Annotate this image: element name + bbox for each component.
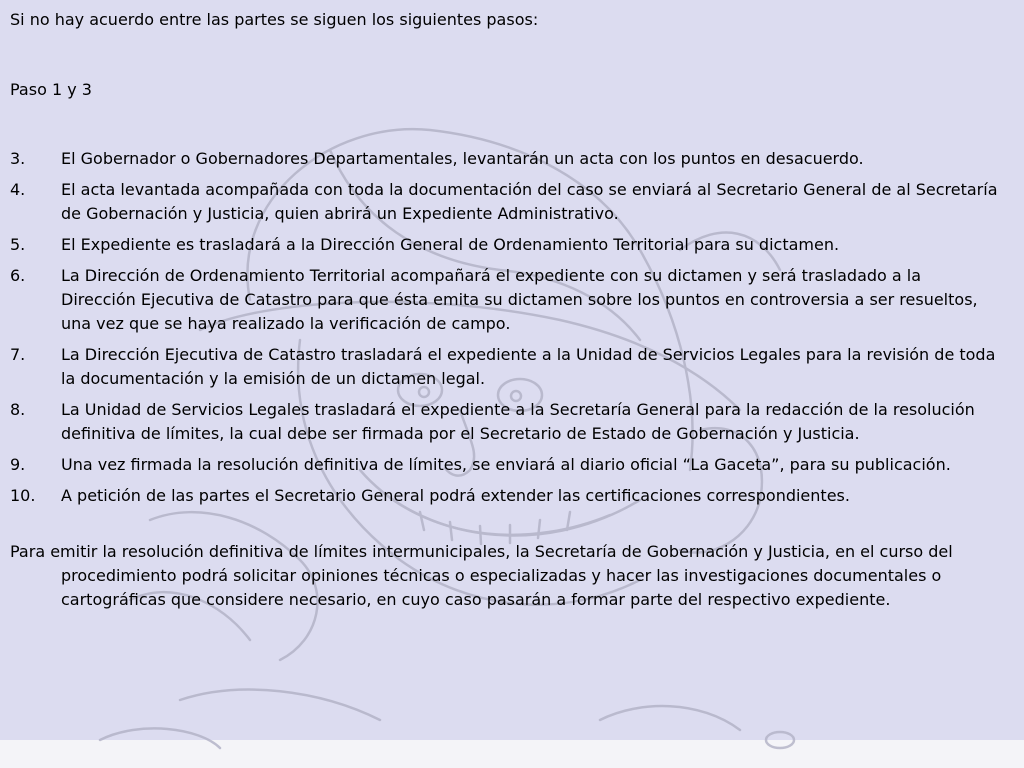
step-text: A petición de las partes el Secretario General podrá extender las certificaciones correspondientes. xyxy=(61,486,850,505)
step-number: 10. xyxy=(10,486,36,505)
steps-list xyxy=(10,147,1014,508)
step-text: El Expediente es trasladará a la Dirección General de Ordenamiento Territorial para su dictamen. xyxy=(61,235,840,254)
list-item xyxy=(10,453,999,477)
step-number: 3. xyxy=(10,149,26,168)
step-number: 6. xyxy=(10,266,26,285)
list-item xyxy=(10,343,999,391)
step-number: 8. xyxy=(10,400,26,419)
step-text: El Gobernador o Gobernadores Departamentales, levantarán un acta con los puntos en desacuerdo. xyxy=(61,149,864,168)
closing-paragraph: Para emitir la resolución definitiva de límites intermunicipales, la Secretaría de Gobernación y Justicia, en el curso del procedimiento podrá solicitar opiniones técnicas o especializadas y hacer las investigaciones documentales o cartográficas que considere necesario, en cuyo caso pasarán a formar parte del respectivo expediente. xyxy=(10,542,953,609)
step-text: La Dirección Ejecutiva de Catastro trasladará el expediente a la Unidad de Servicios Legales para la revisión de toda la documentación y la emisión de un dictamen legal. xyxy=(61,345,996,388)
step-number: 9. xyxy=(10,455,26,474)
slide-content xyxy=(10,8,1014,628)
spacer xyxy=(10,32,1014,78)
list-item xyxy=(10,264,999,336)
list-item xyxy=(10,484,999,508)
subheading: Paso 1 y 3 xyxy=(10,80,92,99)
step-number: 4. xyxy=(10,180,26,199)
step-number: 5. xyxy=(10,235,26,254)
list-item xyxy=(10,178,999,226)
list-item xyxy=(10,147,999,171)
list-item xyxy=(10,233,999,257)
step-number: 7. xyxy=(10,345,26,364)
step-text: La Unidad de Servicios Legales trasladará el expediente a la Secretaría General para la redacción de la resolución definitiva de límites, la cual debe ser firmada por el Secretario de Estado de Gobernación y Justicia. xyxy=(61,400,975,443)
intro-text: Si no hay acuerdo entre las partes se siguen los siguientes pasos: xyxy=(10,10,539,29)
list-item xyxy=(10,398,999,446)
bottom-strip xyxy=(0,740,1024,768)
step-text: La Dirección de Ordenamiento Territorial acompañará el expediente con su dictamen y será trasladado a la Dirección Ejecutiva de Catastro para que ésta emita su dictamen sobre los puntos en controversia a ser resueltos, una vez que se haya realizado la verificación de campo. xyxy=(61,266,978,333)
step-text: Una vez firmada la resolución definitiva de límites, se enviará al diario oficial “La Gaceta”, para su publicación. xyxy=(61,455,951,474)
spacer xyxy=(10,102,1014,147)
step-text: El acta levantada acompañada con toda la documentación del caso se enviará al Secretario General de al Secretaría de Gobernación y Justicia, quien abrirá un Expediente Administrativo. xyxy=(61,180,998,223)
